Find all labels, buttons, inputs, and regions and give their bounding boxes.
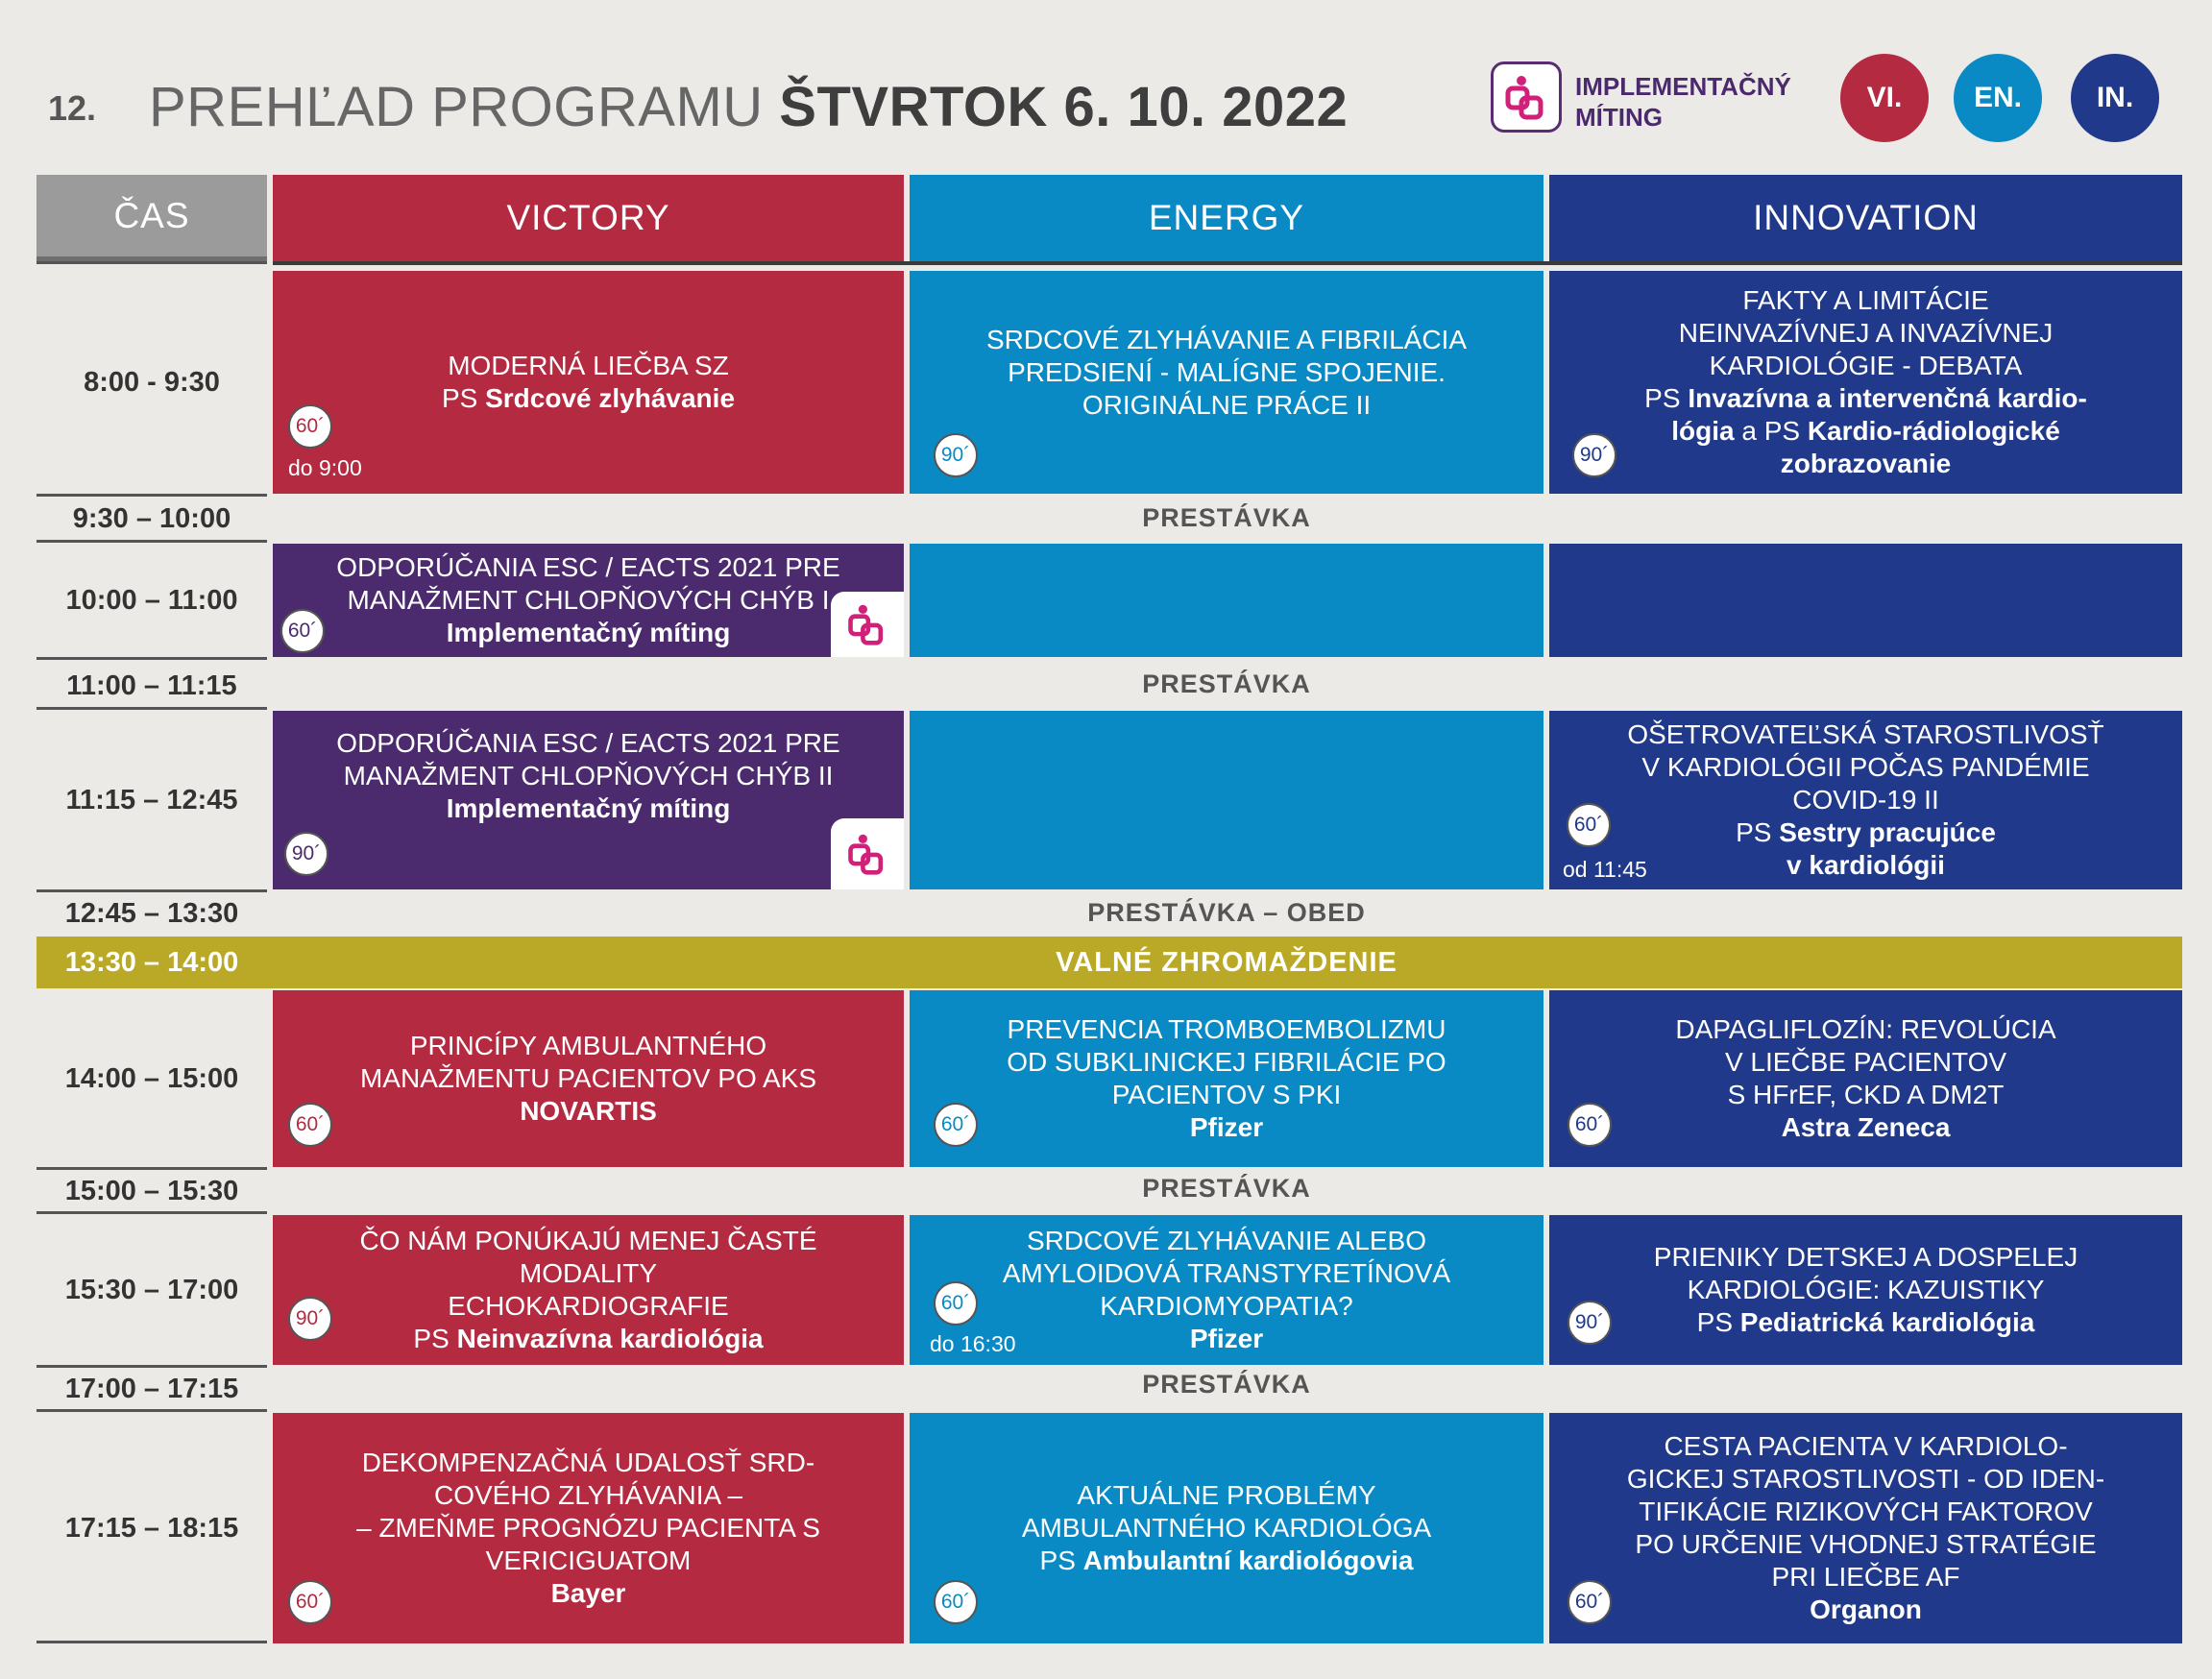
column-header-innovation: INNOVATION [1549,175,2182,261]
duration-badge: 60´ [1567,803,1611,847]
session-victory-4[interactable]: PRINCÍPY AMBULANTNÉHO MANAŽMENTU PACIENTOV PO AKS NOVARTIS [273,990,904,1167]
implementation-meeting-icon [831,818,904,889]
session-innovation-1[interactable]: FAKTY A LIMITÁCIE NEINVAZÍVNEJ A INVAZÍVNEJ KARDIOLÓGIE - DEBATA PS Invazívna a intervenčná kardio- lógia a PS Kardio-rádiologické zobrazovanie [1549,271,2182,494]
column-header-victory: VICTORY [273,175,904,261]
time-slot: 12:45 – 13:30 [64,897,239,929]
session-victory-5[interactable]: ČO NÁM PONÚKAJÚ MENEJ ČASTÉ MODALITY ECHOKARDIOGRAFIE PS Neinvazívna kardiológia [273,1215,904,1365]
implementation-meeting-label: IMPLEMENTAČNÝ MÍTING [1575,72,1791,132]
column-header-time: ČAS [36,175,267,261]
session-victory-3[interactable]: ODPORÚČANIA ESC / EACTS 2021 PRE MANAŽMENT CHLOPŇOVÝCH CHÝB II Implementačný míting [273,711,904,889]
session-victory-2[interactable]: ODPORÚČANIA ESC / EACTS 2021 PRE MANAŽMENT CHLOPŇOVÝCH CHÝB I Implementačný míting [273,544,904,657]
divider [36,1167,267,1170]
session-innovation-2-empty [1549,544,2182,657]
time-slot: 14:00 – 15:00 [64,1062,239,1094]
duration-badge: 90´ [288,1297,332,1341]
break-label: PRESTÁVKA [1142,503,1311,532]
title-light: PREHĽAD PROGRAMU [149,76,764,138]
title-date: ŠTVRTOK 6. 10. 2022 [779,76,1349,138]
break-label: PRESTÁVKA [1142,1174,1311,1203]
session-energy-4[interactable]: PREVENCIA TROMBOEMBOLIZMU OD SUBKLINICKEJ FIBRILÁCIE PO PACIENTOV S PKI Pfizer [910,990,1544,1167]
session-innovation-6[interactable]: CESTA PACIENTA V KARDIOLO- GICKEJ STAROSTLIVOSTI - OD IDEN- TIFIKÁCIE RIZIKOVÝCH FAKTOROV PO URČENIE VHODNEJ STRATÉGIE PRI LIEČBE AF Organon [1549,1413,2182,1643]
duration-badge: 60´ [934,1580,978,1624]
duration-badge: 90´ [1572,433,1616,477]
innovation-badge: IN. [2071,54,2159,142]
divider [36,261,267,264]
duration-badge: 60´ [288,1103,332,1147]
session-innovation-4[interactable]: DAPAGLIFLOZÍN: REVOLÚCIA V LIEČBE PACIENTOV S HFrEF, CKD A DM2T Astra Zeneca [1549,990,2182,1167]
duration-badge: 60´ [1568,1580,1612,1624]
break-label: PRESTÁVKA – OBED [1087,898,1366,927]
divider [36,1211,267,1214]
divider [36,1641,267,1643]
divider [36,540,267,543]
implementation-meeting-icon [831,592,904,657]
duration-badge: 60´ [934,1281,978,1326]
energy-badge: EN. [1954,54,2042,142]
duration-badge: 60´ [288,404,332,449]
session-victory-6[interactable]: DEKOMPENZAČNÁ UDALOSŤ SRD- COVÉHO ZLYHÁVANIA – – ZMEŇME PROGNÓZU PACIENTA S VERICIGUATOM Bayer [273,1413,904,1643]
page-title [149,75,1348,139]
time-note: od 11:45 [1563,857,1647,882]
time-slot: 17:00 – 17:15 [64,1373,239,1404]
duration-badge: 60´ [1568,1103,1612,1147]
time-slot: 15:00 – 15:30 [64,1175,239,1206]
time-slot: 9:30 – 10:00 [72,502,231,534]
time-slot: 11:15 – 12:45 [65,784,238,815]
duration-badge: 90´ [934,433,978,477]
session-victory-1[interactable]: MODERNÁ LIEČBA SZ PS Srdcové zlyhávanie [273,271,904,494]
break-label: PRESTÁVKA [1142,1370,1311,1399]
column-header-energy: ENERGY [910,175,1544,261]
divider [36,889,267,892]
duration-badge: 60´ [934,1103,978,1147]
session-innovation-5[interactable]: PRIENIKY DETSKEJ A DOSPELEJ KARDIOLÓGIE: KAZUISTIKY PS Pediatrická kardiológia [1549,1215,2182,1365]
divider [36,1409,267,1412]
header-divider [273,261,2182,265]
time-slot: 11:00 – 11:15 [66,669,237,701]
divider [36,707,267,710]
session-energy-1[interactable]: SRDCOVÉ ZLYHÁVANIE A FIBRILÁCIA PREDSIENÍ - MALÍGNE SPOJENIE. ORIGINÁLNE PRÁCE II [910,271,1544,494]
duration-badge: 90´ [1568,1301,1612,1345]
time-slot: 17:15 – 18:15 [64,1512,239,1544]
duration-badge: 60´ [288,1580,332,1624]
session-energy-6[interactable]: AKTUÁLNE PROBLÉMY AMBULANTNÉHO KARDIOLÓGA PS Ambulantní kardiológovia [910,1413,1544,1643]
time-slot: 8:00 - 9:30 [84,366,220,398]
time-slot: 15:30 – 17:00 [64,1274,239,1305]
divider [36,494,267,497]
page-number: 12. [48,88,97,128]
duration-badge: 60´ [280,609,325,653]
implementation-meeting-logo-icon [1491,61,1562,133]
time-slot: 13:30 – 14:00 [64,946,239,978]
session-energy-3-empty [910,711,1544,889]
session-energy-2-empty [910,544,1544,657]
victory-badge: VI. [1840,54,1929,142]
break-label: PRESTÁVKA [1142,669,1311,698]
divider [36,1365,267,1368]
assembly-label: VALNÉ ZHROMAŽDENIE [1056,946,1398,978]
session-energy-5[interactable]: SRDCOVÉ ZLYHÁVANIE ALEBO AMYLOIDOVÁ TRANSTYRETÍNOVÁ KARDIOMYOPATIA? Pfizer [910,1215,1544,1365]
time-note: do 9:00 [288,455,362,480]
time-slot: 10:00 – 11:00 [65,584,238,616]
time-note: do 16:30 [930,1331,1016,1356]
session-innovation-3[interactable]: OŠETROVATEĽSKÁ STAROSTLIVOSŤ V KARDIOLÓGII POČAS PANDÉMIE COVID-19 II PS Sestry pracujúce v kardiológii [1549,711,2182,889]
divider [36,657,267,660]
duration-badge: 90´ [284,832,328,876]
